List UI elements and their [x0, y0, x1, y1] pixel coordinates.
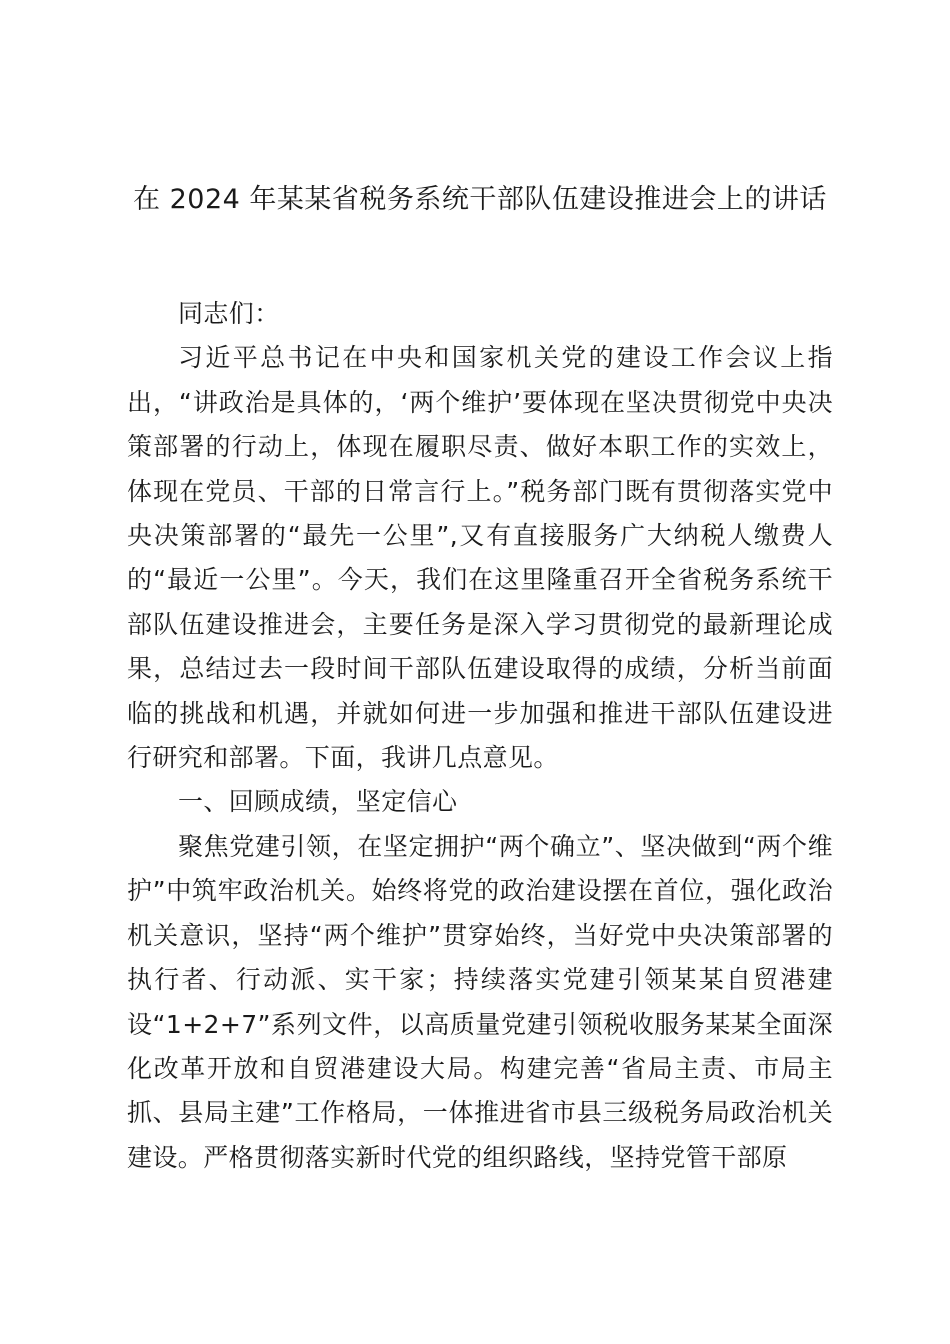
section-heading: 一、回顾成绩，坚定信心 — [178, 787, 458, 817]
document-body — [127, 292, 833, 1180]
paragraph-intro: 习近平总书记在中央和国家机关党的建设工作会议上指出，“讲政治是具体的，‘两个维护’要体现在坚决贯彻党中央决策部署的行动上，体现在履职尽责、做好本职工作的实效上，体现在党员、干部的日常言行上。”税务部门既有贯彻落实党中央决策部署的“最先一公里”,又有直接服务广大纳税人缴费人的“最近一公里”。今天，我们在这里隆重召开全省税务系统干部队伍建设推进会，主要任务是深入学习贯彻党的最新理论成果，总结过去一段时间干部队伍建设取得的成绩，分析当前面临的挑战和机遇，并就如何进一步加强和推进干部队伍建设进行研究和部署。下面，我讲几点意见。 — [127, 343, 833, 773]
paragraph-party-building: 聚焦党建引领，在坚定拥护“两个确立”、坚决做到“两个维护”中筑牢政治机关。始终将党的政治建设摆在首位，强化政治机关意识，坚持“两个维护”贯穿始终，当好党中央决策部署的执行者、行动派、实干家；持续落实党建引领某某自贸港建设“1+2+7”系列文件，以高质量党建引领税收服务某某全面深化改革开放和自贸港建设大局。构建完善“省局主责、市局主抓、县局主建”工作格局，一体推进省市县三级税务局政治机关建设。严格贯彻落实新时代党的组织路线，坚持党管干部原 — [127, 831, 833, 1172]
document-title: 在 2024 年某某省税务系统干部队伍建设推进会上的讲话 — [133, 184, 827, 215]
salutation: 同志们： — [178, 299, 280, 328]
